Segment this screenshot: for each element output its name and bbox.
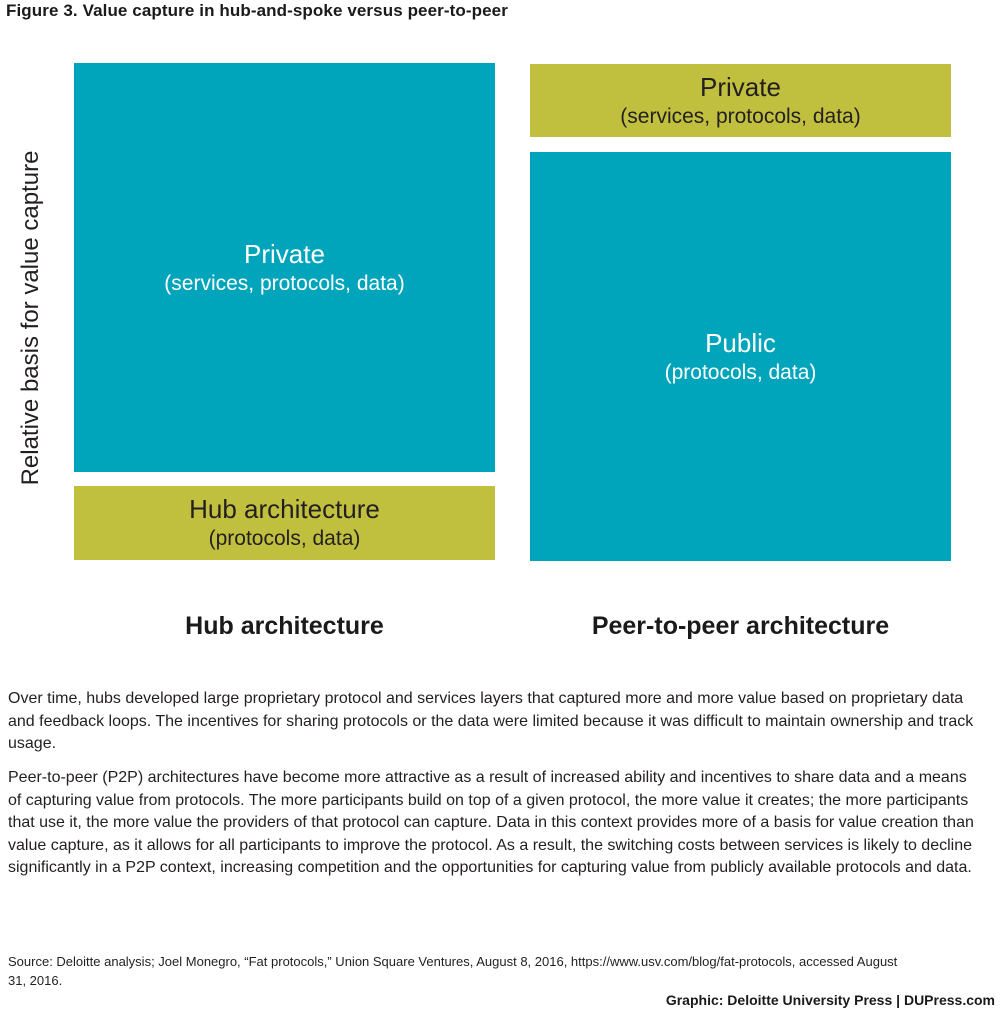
p2p-public-subtitle: (protocols, data) (664, 360, 817, 384)
p2p-column-label: Peer-to-peer architecture (591, 612, 890, 640)
hub-column-label: Hub architecture (185, 612, 384, 640)
p2p-public-title: Public (705, 327, 776, 358)
p2p-private-block (530, 64, 951, 137)
p2p-public-block (530, 152, 951, 561)
hub-private-block (74, 63, 495, 472)
hub-private-title: Private (244, 238, 325, 269)
graphic-credit: Graphic: Deloitte University Press | DUPress.com (665, 992, 995, 1008)
body-paragraph-2: Peer-to-peer (P2P) architectures have become more attractive as a result of increased ability and incentives to share data and a means of capturing value from protocols. The more participants build on top of a given protocol, the more value it creates; the more participants that use it, the more value the providers of that protocol can capture. Data in this context provides more of a basis for value creation than value capture, as it allows for all participants to improve the protocol. As a result, the switching costs between services is likely to decline significantly in a P2P context, increasing competition and the opportunities for capturing value from publicly available protocols and data. (8, 769, 974, 876)
body-paragraph-1: Over time, hubs developed large proprietary protocol and services layers that captured more and more value based on proprietary data and feedback loops. The incentives for sharing protocols or the data were limited because it was difficult to maintain ownership and track usage. (8, 690, 974, 752)
figure-title: Figure 3. Value capture in hub-and-spoke versus peer-to-peer (6, 1, 508, 20)
source-note: Source: Deloitte analysis; Joel Monegro, “Fat protocols,” Union Square Ventures, August 8, 2016, https://www.usv.com/blog/fat-protocols, accessed August 31, 2016. (8, 954, 898, 988)
p2p-private-title: Private (700, 71, 781, 102)
hub-architecture-title: Hub architecture (189, 494, 380, 524)
hub-private-subtitle: (services, protocols, data) (164, 271, 405, 295)
p2p-private-subtitle: (services, protocols, data) (620, 104, 861, 128)
hub-architecture-block (74, 486, 495, 560)
y-axis-label-text: Relative basis for value capture (17, 150, 44, 486)
hub-architecture-subtitle: (protocols, data) (208, 527, 361, 550)
